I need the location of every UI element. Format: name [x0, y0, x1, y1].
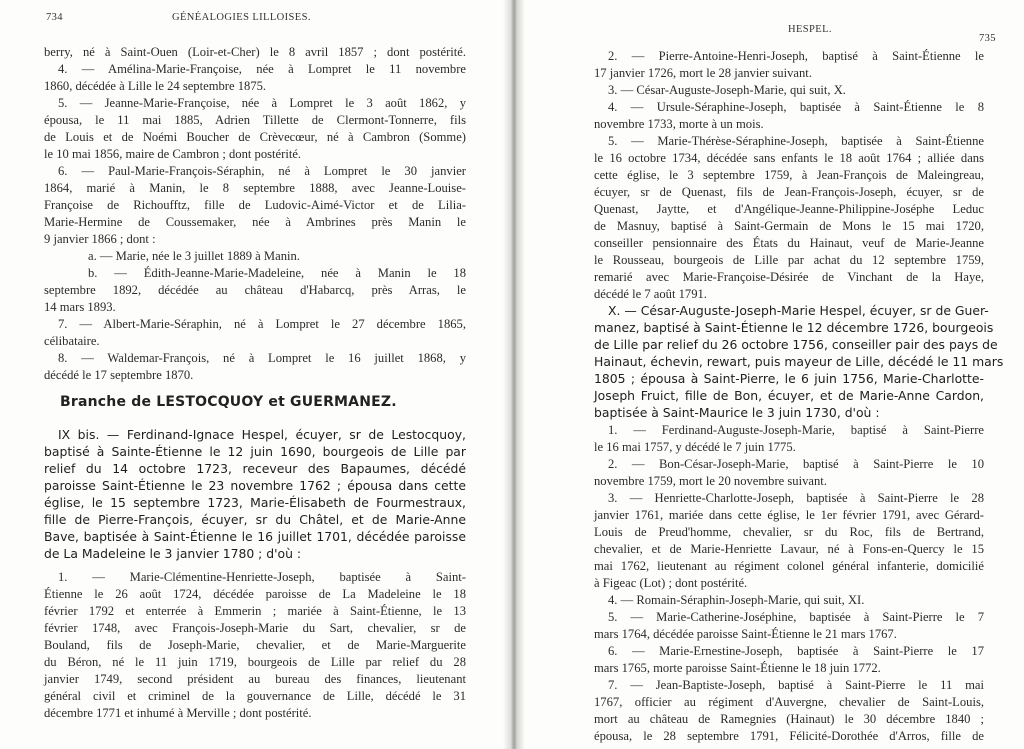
text-line: célibataire. [44, 334, 100, 348]
text-line: cette église, le 3 septembre 1759, à Jean-François de Maleingreau, [594, 168, 984, 182]
text-line: novembre 1759, mort le 20 novembre suivant. [594, 474, 827, 488]
text-line: relief du 14 octobre 1723, receveur des Bapaumes, décédé [44, 461, 466, 476]
text-line: Marie-Hermine de Coussemaker, née à Ambrines près Manin le [44, 215, 466, 229]
text-line: Quenast, Jaytte, et d'Angélique-Jeanne-Philippine-Joséphe Leduc [594, 202, 984, 216]
text-line: 4. — Amélina-Marie-Françoise, née à Lompret le 11 novembre [58, 62, 466, 76]
text-line: septembre 1892, décédée au château d'Habarcq, près Arras, le [44, 283, 466, 297]
text-line: baptisée à Saint-Maurice le 3 juin 1730, d'où : [594, 405, 880, 420]
text-line: mort au château de Ramegnies (Hainaut) le 30 décembre 1840 ; [594, 712, 984, 726]
text-line: 6. — Marie-Ernestine-Joseph, baptisée à Saint-Pierre le 17 [608, 644, 984, 658]
text-line: 7. — Albert-Marie-Séraphin, né à Lompret le 27 décembre 1865, [58, 317, 466, 331]
text-line: paroisse Saint-Étienne le 23 novembre 1762 ; épousa dans cette [44, 478, 466, 493]
text-line: berry, né à Saint-Ouen (Loir-et-Cher) le 8 avril 1857 ; dont postérité. [44, 45, 466, 59]
right-block-2 [594, 302, 1004, 421]
text-line: le Rousseau, bourgeois de Lille par achat du 12 septembre 1759, [594, 253, 984, 267]
text-line: décédé le 7 août 1791. [594, 287, 707, 301]
text-line: 1805 ; épousa à Saint-Pierre, le 6 juin 1756, Marie-Charlotte- [594, 371, 984, 386]
text-line: 6. — Paul-Marie-François-Séraphin, né à Lompret le 30 janvier [58, 164, 466, 178]
text-line: Louis de Preud'homme, chevalier, sr du Roc, fils de Bertrand, [594, 525, 984, 539]
text-line: épousa, le 28 septembre 1791, Félicité-Dorothée d'Arros, fille de [594, 729, 984, 743]
text-line: b. — Édith-Jeanne-Marie-Madeleine, née à Manin le 18 [88, 266, 466, 280]
text-line: février 1748, avec François-Joseph-Marie du Sart, chevalier, sr de [44, 621, 466, 635]
text-line: baptisé à Sainte-Étienne le 12 juin 1690, bourgeois de Lille par [44, 444, 466, 459]
text-line: février 1792 et enterrée à Emmerin ; mariée à Saint-Étienne, le 13 [44, 604, 466, 618]
text-line: 5. — Jeanne-Marie-Françoise, née à Lompret le 3 août 1862, y [58, 96, 466, 110]
text-line: a. — Marie, née le 3 juillet 1889 à Manin. [88, 249, 300, 263]
text-line: manez, baptisé à Saint-Étienne le 12 décembre 1726, bourgeois [594, 320, 994, 335]
right-running-head: HESPEL. [788, 24, 832, 35]
left-block-2 [44, 426, 466, 562]
text-line: 2. — Pierre-Antoine-Henri-Joseph, baptisé à Saint-Étienne le [608, 49, 984, 63]
right-page-number: 735 [979, 33, 996, 44]
text-line: épousa, le 11 mai 1885, Adrien Tillette de Clermont-Tonnerre, fils [44, 113, 466, 127]
text-line: écuyer, sr de Quenast, fils de Jean-François-Joseph, écuyer, sr de [594, 185, 984, 199]
text-line: Bave, baptisée à Saint-Étienne le 16 juillet 1701, décédée paroisse [44, 529, 466, 544]
text-line: 7. — Jean-Baptiste-Joseph, baptisé à Saint-Pierre le 11 mai [608, 678, 984, 692]
left-block-3 [44, 569, 466, 722]
text-line: 3. — César-Auguste-Joseph-Marie, qui suit, X. [608, 83, 846, 97]
text-line: novembre 1733, morte à un mois. [594, 117, 764, 131]
text-line: le 10 mai 1856, maire de Cambron ; dont postérité. [44, 147, 302, 161]
text-line: 8. — Waldemar-François, né à Lompret le 16 juillet 1868, y [58, 351, 466, 365]
text-line: de Lille par relief du 26 octobre 1756, conseiller pair des pays de [594, 337, 998, 352]
left-running-head: GÉNÉALOGIES LILLOISES. [172, 12, 311, 23]
text-line: 1. — Ferdinand-Auguste-Joseph-Marie, baptisé à Saint-Pierre [608, 423, 984, 437]
section-heading: Branche de LESTOCQUOY et GUERMANEZ. [60, 394, 397, 410]
text-line: 3. — Henriette-Charlotte-Joseph, baptisée à Saint-Pierre le 28 [608, 491, 984, 505]
text-line: du Béron, né le 11 juin 1719, bourgeois de Lille par relief du 28 [44, 655, 466, 669]
text-line: général civil et criminel de la gouvernance de Lille, décédé le 31 [44, 689, 466, 703]
text-line: 9 janvier 1866 ; dont : [44, 232, 156, 246]
text-line: 17 janvier 1726, mort le 28 janvier suivant. [594, 66, 812, 80]
text-line: mars 1764, décédée paroisse Saint-Étienne le 21 mars 1767. [594, 627, 897, 641]
left-block-1 [44, 44, 466, 384]
text-line: janvier 1761, mariée dans cette église, le 1er février 1791, avec Gérard- [594, 508, 984, 522]
text-line: église, le 15 septembre 1723, Marie-Élisabeth de Fourmestraux, [44, 495, 466, 510]
text-line: IX bis. — Ferdinand-Ignace Hespel, écuyer, sr de Lestocquoy, [58, 427, 466, 442]
text-line: 1860, décédée à Lille le 24 septembre 1875. [44, 79, 267, 93]
text-line: Joseph Fruict, fille de Bon, écuyer, et de Marie-Anne Cardon, [594, 388, 984, 403]
text-line: 1767, officier au régiment d'Auvergne, chevalier de Saint-Louis, [594, 695, 984, 709]
text-line: de Masnuy, baptisé à Saint-Germain de Mons le 15 mai 1720, [594, 219, 984, 233]
text-line: mai 1762, lieutenant au régiment colonel général infanterie, domicilié [594, 559, 984, 573]
text-line: mars 1765, morte paroisse Saint-Étienne le 18 juin 1772. [594, 661, 881, 675]
text-line: à Figeac (Lot) ; dont postérité. [594, 576, 748, 590]
text-line: conseiller pensionnaire des États du Hainaut, veuf de Marie-Jeanne [594, 236, 984, 250]
text-line: fille de Pierre-François, écuyer, sr du Châtel, et de Marie-Anne [44, 512, 466, 527]
right-block-3 [594, 422, 984, 745]
text-line: 4. — Ursule-Séraphine-Joseph, baptisée à Saint-Étienne le 8 [608, 100, 984, 114]
text-line: Bouland, fils de Joseph-Marie, chevalier, et de Marie-Marguerite [44, 638, 466, 652]
text-line: remarié avec Marie-Françoise-Désirée de Vinchant de la Haye, [594, 270, 984, 284]
text-line: janvier 1749, second président au bureau des finances, lieutenant [44, 672, 466, 686]
left-page-number: 734 [46, 12, 63, 23]
text-line: 4. — Romain-Séraphin-Joseph-Marie, qui suit, XI. [608, 593, 865, 607]
text-line: X. — César-Auguste-Joseph-Marie Hespel, écuyer, sr de Guer- [608, 303, 989, 318]
right-block-1 [594, 48, 984, 303]
text-line: Étienne le 26 août 1724, décédée paroisse de La Madeleine le 18 [44, 587, 466, 601]
text-line: 1. — Marie-Clémentine-Henriette-Joseph, baptisée à Saint- [58, 570, 466, 584]
text-line: le 16 mai 1757, y décédé le 7 juin 1775. [594, 440, 796, 454]
text-line: 2. — Bon-César-Joseph-Marie, baptisé à Saint-Pierre le 10 [608, 457, 984, 471]
text-line: Hainaut, échevin, rewart, puis mayeur de Lille, décédé le 11 mars [594, 354, 1004, 369]
text-line: 5. — Marie-Catherine-Joséphine, baptisée à Saint-Pierre le 7 [608, 610, 984, 624]
text-line: décembre 1771 et inhumé à Merville ; dont postérité. [44, 706, 312, 720]
text-line: de Louis et de Noémi Boucher de Crèvecœur, né à Cambron (Somme) [44, 130, 466, 144]
text-line: 14 mars 1893. [44, 300, 116, 314]
text-line: décédé le 17 septembre 1870. [44, 368, 194, 382]
text-line: chevalier, et de Marie-Henriette Lavaur, né à Fons-en-Quercy le 15 [594, 542, 984, 556]
text-line: 1864, marié à Manin, le 8 septembre 1888, avec Jeanne-Louise- [44, 181, 466, 195]
text-line: 5. — Marie-Thérèse-Séraphine-Joseph, baptisée à Saint-Étienne [608, 134, 984, 148]
text-line: de La Madeleine le 3 janvier 1780 ; d'où : [44, 546, 302, 561]
text-line: Françoise de Richoufftz, fille de Ludovic-Aimé-Victor et de Lilia- [44, 198, 466, 212]
text-line: le 16 octobre 1734, décédée sans enfants le 18 août 1764 ; alliée dans [594, 151, 984, 165]
